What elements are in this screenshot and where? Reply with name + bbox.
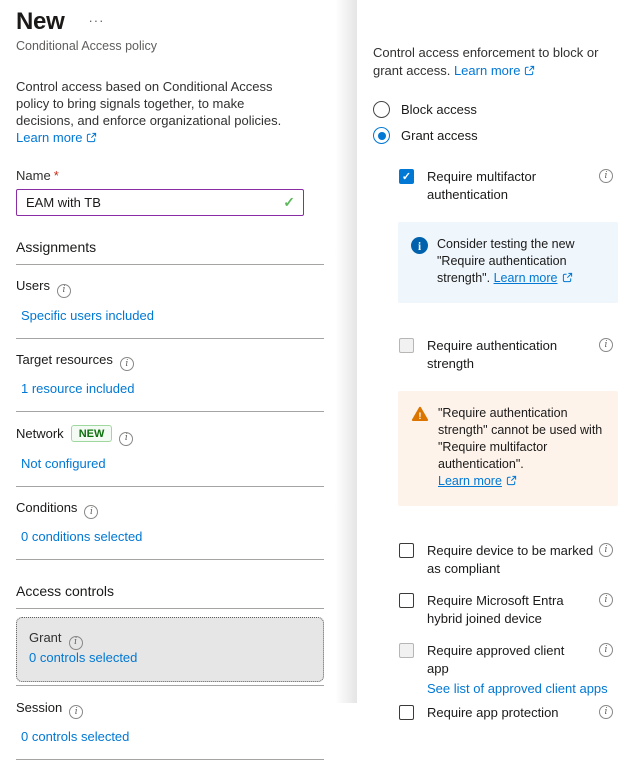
approved-app-option-row [399, 642, 613, 678]
mfa-label: Require multifactor authentication [427, 168, 599, 204]
more-options-icon[interactable]: ··· [88, 13, 104, 28]
approved-app-checkbox[interactable] [399, 643, 414, 658]
page-title: New [16, 8, 64, 36]
info-box-text: Consider testing the new "Require authentication strength". [437, 237, 575, 285]
info-icon[interactable]: i [599, 543, 613, 557]
info-icon[interactable]: i [599, 705, 613, 719]
compliant-device-option-row [399, 542, 613, 578]
session-label: Session [16, 700, 62, 715]
svg-text:i: i [418, 241, 421, 253]
assignments-header: Assignments [16, 239, 324, 255]
assignment-item-target-resources [16, 339, 324, 413]
network-label: Network [16, 426, 64, 441]
info-icon[interactable]: i [599, 338, 613, 352]
approved-apps-list-link[interactable]: See list of approved client apps [427, 681, 644, 696]
info-message-box [398, 222, 618, 303]
grant-link[interactable]: 0 controls selected [29, 650, 311, 665]
info-icon[interactable]: i [57, 284, 71, 298]
info-icon[interactable]: i [69, 705, 83, 719]
info-filled-icon [411, 237, 428, 257]
name-label: Name * [16, 168, 324, 183]
conditions-link[interactable]: 0 conditions selected [21, 529, 324, 544]
hybrid-joined-option-row [399, 592, 613, 628]
grant-options-blade [357, 0, 644, 703]
info-box-learn-more-link[interactable]: Learn more [494, 271, 573, 285]
external-link-icon [562, 272, 573, 283]
warning-box-learn-more-link[interactable]: Learn more [438, 474, 517, 488]
app-protection-checkbox[interactable] [399, 705, 414, 720]
valid-check-icon: ✓ [283, 194, 295, 211]
divider [16, 608, 324, 609]
auth-strength-option-row [399, 337, 613, 373]
grant-access-label: Grant access [401, 128, 478, 143]
hybrid-joined-label: Require Microsoft Entra hybrid joined device [427, 592, 599, 628]
required-asterisk: * [54, 168, 59, 183]
external-link-icon [506, 475, 517, 486]
target-resources-label: Target resources [16, 352, 113, 367]
users-label: Users [16, 278, 50, 293]
users-link[interactable]: Specific users included [21, 308, 324, 323]
external-link-icon [86, 132, 97, 143]
warning-triangle-icon [411, 406, 429, 425]
compliant-device-checkbox[interactable] [399, 543, 414, 558]
assignment-item-network [16, 412, 324, 487]
info-icon[interactable]: i [599, 643, 613, 657]
info-icon[interactable]: i [69, 636, 83, 650]
info-icon[interactable]: i [119, 432, 133, 446]
app-protection-label: Require app protection [427, 704, 599, 722]
compliant-device-label: Require device to be marked as compliant [427, 542, 599, 578]
app-protection-option-row [399, 704, 613, 722]
info-icon[interactable]: i [120, 357, 134, 371]
session-link[interactable]: 0 controls selected [21, 729, 324, 744]
grant-access-radio[interactable] [373, 127, 390, 144]
assignment-item-users [16, 265, 324, 339]
info-icon[interactable]: i [599, 593, 613, 607]
grant-control-card-selected[interactable] [16, 617, 324, 682]
block-access-radio[interactable] [373, 101, 390, 118]
warning-message-box [398, 391, 618, 506]
session-control-item [16, 686, 324, 760]
new-policy-blade [0, 0, 340, 703]
conditions-label: Conditions [16, 500, 77, 515]
blade-subtitle: Conditional Access policy [16, 39, 324, 53]
assignment-item-conditions [16, 487, 324, 561]
checkmark-icon: ✓ [402, 170, 411, 183]
new-badge: NEW [71, 425, 113, 442]
intro-learn-more-link[interactable]: Learn more [454, 63, 535, 78]
warning-box-text: "Require authentication strength" cannot be used with "Require multifactor authentication". [438, 406, 602, 471]
info-icon[interactable]: i [599, 169, 613, 183]
external-link-icon [524, 65, 535, 76]
auth-strength-checkbox[interactable] [399, 338, 414, 353]
mfa-option-row [399, 168, 613, 204]
approved-app-label: Require approved client app [427, 642, 589, 678]
description-learn-more-link[interactable]: Learn more [16, 130, 97, 145]
network-link[interactable]: Not configured [21, 456, 324, 471]
grant-label: Grant [29, 630, 62, 645]
hybrid-joined-checkbox[interactable] [399, 593, 414, 608]
access-controls-header: Access controls [16, 583, 324, 599]
grant-intro-text: Control access enforcement to block or grant access. Learn more [373, 44, 625, 80]
policy-name-input[interactable] [16, 189, 304, 216]
panel-divider-shadow [335, 0, 357, 703]
block-access-label: Block access [401, 102, 477, 117]
svg-text:!: ! [418, 411, 421, 422]
target-resources-link[interactable]: 1 resource included [21, 381, 324, 396]
policy-description: Control access based on Conditional Access policy to bring signals together, to make decisions, and enforce organizational policies. Learn more [16, 78, 302, 146]
mfa-checkbox[interactable] [399, 169, 414, 184]
auth-strength-label: Require authentication strength [427, 337, 599, 373]
info-icon[interactable]: i [84, 505, 98, 519]
